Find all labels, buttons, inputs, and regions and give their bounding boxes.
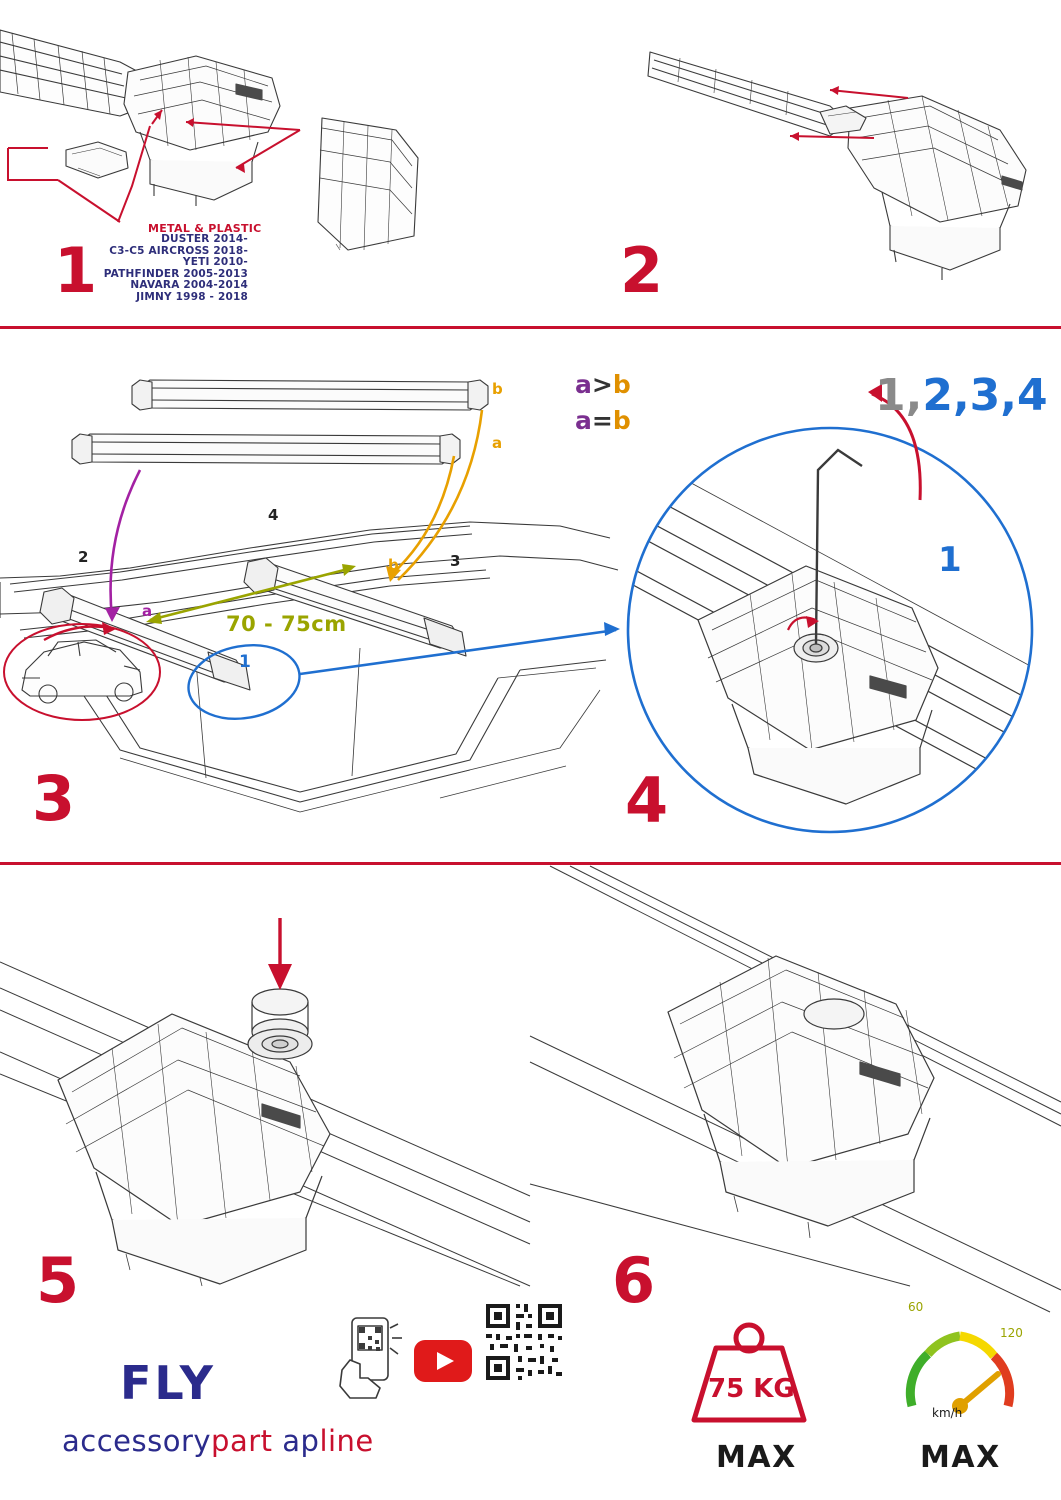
vehicle-item: C3-C5 AIRCROSS 2018- bbox=[109, 244, 248, 257]
weight-max-label: MAX bbox=[716, 1440, 797, 1475]
vehicle-item: PATHFINDER 2005-2013 bbox=[103, 267, 248, 280]
panel-step-1 bbox=[0, 0, 520, 326]
crossbar-distance-label: 70 - 75cm bbox=[226, 612, 347, 636]
bar-label-a-left: a bbox=[142, 602, 153, 620]
compare-right-b: b bbox=[612, 370, 631, 399]
step-6-illustration bbox=[530, 866, 1061, 1286]
bar-label-b-mid: b bbox=[388, 556, 399, 574]
step-number-5: 5 bbox=[36, 1244, 80, 1317]
brand-word-accessory: accessory bbox=[62, 1424, 212, 1458]
weight-limit-icon bbox=[686, 1316, 812, 1426]
step4-callout-1: 1 bbox=[938, 540, 962, 580]
compare-right-b-eq: b bbox=[612, 406, 631, 435]
step-number-1: 1 bbox=[54, 234, 98, 307]
vehicle-item: JIMNY 1998 - 2018 bbox=[136, 290, 248, 303]
vehicle-item: YETI 2010- bbox=[182, 256, 248, 268]
brand-word-part: part bbox=[211, 1424, 273, 1458]
compare-left-a-eq: a bbox=[575, 406, 592, 435]
sequence-separator: , bbox=[905, 370, 923, 421]
speed-unit-label: km/h bbox=[932, 1406, 963, 1420]
step-number-4: 4 bbox=[625, 764, 669, 837]
marker-4: 4 bbox=[268, 506, 279, 524]
qr-code-icon bbox=[482, 1300, 566, 1384]
gauge-tick-min: 60 bbox=[908, 1300, 924, 1314]
weight-limit-value: 75 KG bbox=[708, 1374, 795, 1404]
brand-title-fly: FLY bbox=[120, 1356, 216, 1410]
panel-step-3 bbox=[0, 330, 620, 862]
step-number-3: 3 bbox=[32, 762, 76, 835]
marker-2: 2 bbox=[78, 548, 89, 566]
vehicle-item: NAVARA 2004-2014 bbox=[130, 279, 248, 291]
sequence-part-2: 2,3,4 bbox=[922, 370, 1048, 421]
step1-vehicle-list bbox=[0, 233, 248, 307]
qr-scan-phone-icon bbox=[330, 1312, 410, 1404]
compare-operator-gt: > bbox=[591, 370, 613, 399]
youtube-icon[interactable] bbox=[414, 1340, 472, 1382]
step-number-6: 6 bbox=[612, 1244, 656, 1317]
speed-max-label: MAX bbox=[920, 1440, 1001, 1475]
gauge-tick-max: 120 bbox=[1000, 1326, 1023, 1340]
panel-step-2 bbox=[530, 0, 1061, 326]
step-3-illustration bbox=[0, 330, 620, 862]
bar-label-b-top: b bbox=[492, 380, 503, 398]
section-divider-1 bbox=[0, 326, 1061, 329]
panel-step-5 bbox=[0, 866, 530, 1286]
marker-1: 1 bbox=[239, 652, 251, 672]
step1-material-note: METAL & PLASTIC bbox=[148, 222, 262, 235]
panel-step-4 bbox=[620, 330, 1061, 862]
step-number-2: 2 bbox=[620, 234, 664, 307]
brand-word-line: line bbox=[319, 1424, 374, 1458]
panel-step-6 bbox=[530, 866, 1061, 1286]
bar-label-a-top: a bbox=[492, 434, 503, 452]
sequence-part-1: 1 bbox=[875, 370, 906, 421]
step-5-illustration bbox=[0, 866, 530, 1286]
step-2-illustration bbox=[530, 0, 1061, 326]
vehicle-item: DUSTER 2014- bbox=[161, 233, 248, 245]
compare-operator-eq: = bbox=[591, 406, 613, 435]
step4-sequence bbox=[875, 370, 1048, 421]
brand-word-ap: ap bbox=[282, 1424, 320, 1458]
brand-subtitle bbox=[62, 1424, 374, 1458]
compare-left-a: a bbox=[575, 370, 592, 399]
section-divider-2 bbox=[0, 862, 1061, 865]
marker-3: 3 bbox=[450, 552, 461, 570]
